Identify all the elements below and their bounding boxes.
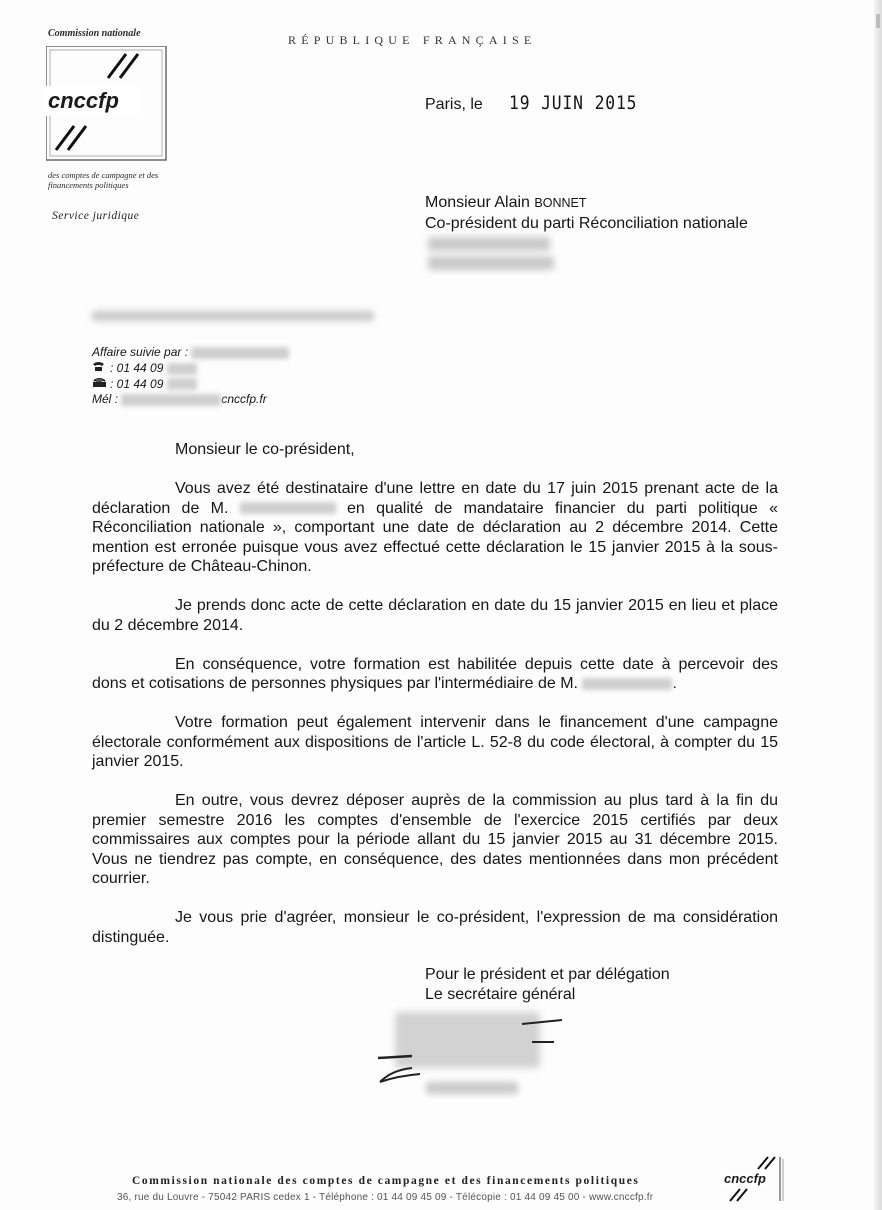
republic-header: RÉPUBLIQUE FRANÇAISE: [288, 33, 537, 47]
footer-logo: [722, 1155, 786, 1203]
redacted-mandataire-name-2: [582, 678, 672, 690]
service-name: Service juridique: [52, 210, 140, 222]
redacted-address-line-1: [428, 237, 550, 251]
fax-row: [92, 377, 289, 393]
paragraph-1: [92, 479, 778, 577]
mail-domain: cnccfp.fr: [221, 392, 267, 407]
paragraph-1-a: Vous avez été destinataire d'une lettre en date du 17 juin 2015 prenant acte de la déclaration de M.: [92, 480, 778, 517]
fax-number: : 01 44 09: [110, 376, 164, 391]
signature-line-2: Le secrétaire général: [425, 985, 576, 1003]
footer-address: 36, rue du Louvre - 75042 PARIS cedex 1 - Téléphone : 01 44 09 45 09 - Télécopie : 01 44 09 45 00 - www.cnccfp.fr: [117, 1192, 654, 1203]
date-place: Paris, le: [425, 96, 483, 113]
reference-block: [92, 345, 289, 408]
paragraph-3-a: En conséquence, votre formation est habilitée depuis cette date à percevoir des dons et cotisations de personnes physiques par l'intermédiaire de M.: [92, 655, 778, 692]
redacted-mandataire-name: [240, 502, 336, 514]
mail-row: [92, 392, 289, 408]
fax-icon: [92, 377, 110, 393]
affaire-row: [92, 345, 289, 361]
signature-line-1: Pour le président et par délégation: [425, 966, 670, 983]
redacted-signatory-name: [426, 1082, 518, 1094]
redacted-reference: [92, 311, 374, 321]
mail-label: Mél :: [92, 392, 119, 407]
redacted-agent-name: [191, 347, 289, 359]
recipient-title: Co-président du parti Réconciliation nationale: [425, 214, 748, 232]
salutation: Monsieur le co-président,: [175, 441, 355, 458]
date-stamp: 19 JUIN 2015: [508, 92, 638, 114]
footer-logo-text: cnccfp: [724, 1171, 766, 1186]
redacted-address-line-2: [428, 256, 554, 270]
letter-body: [92, 440, 778, 967]
phone-row: [92, 361, 289, 377]
footer-org-name: Commission nationale des comptes de campagne et des financements politiques: [132, 1175, 640, 1187]
recipient-name-last: BONNET: [534, 196, 587, 210]
phone-number: : 01 44 09: [110, 360, 164, 375]
recipient-name-first: Monsieur Alain: [425, 194, 535, 211]
paragraph-3: [92, 655, 778, 694]
date-line: [425, 92, 658, 114]
recipient-block: [425, 193, 748, 233]
org-subtitle: des comptes de campagne et des financements politiques: [48, 170, 159, 190]
cnccfp-logo: [46, 46, 168, 162]
redacted-fax-suffix: [167, 378, 197, 390]
paragraph-4: Votre formation peut également intervenir dans le financement d'une campagne électorale conformément aux dispositions de l'article L. 52-8 du code électoral, à compter du 15 janvier 2015.: [92, 714, 778, 770]
signature-block: [425, 965, 670, 1004]
paragraph-5: En outre, vous devrez déposer auprès de la commission au plus tard à la fin du premier semestre 2016 les comptes d'ensemble de l'exercice 2015 certifiés par deux commissaires aux comptes pour la période allant du 15 janvier 2015 au 31 décembre 2015. Vous ne tiendrez pas compte, en conséquence, des dates mentionnées dans mon précédent courrier.: [92, 792, 778, 887]
redacted-email-user: [121, 394, 221, 406]
org-name-top: Commission nationale: [48, 28, 141, 39]
paragraph-3-b: .: [672, 675, 677, 692]
signature-strokes-icon: [372, 1010, 572, 1090]
recipient-name: [425, 193, 748, 214]
scan-mark: [876, 14, 880, 28]
scan-edge: [874, 0, 882, 1210]
paragraph-1-b: en qualité de mandataire financier du parti politique « Réconciliation nationale », comportant une date de déclaration au 2 décembre 2014. Cette mention est erronée puisque vous avez effectué cette déclaration le 15 janvier 2015 à la sous-préfecture de Château-Chinon.: [92, 499, 779, 575]
paragraph-6: Je vous prie d'agréer, monsieur le co-président, l'expression de ma considération distinguée.: [92, 909, 778, 946]
redacted-phone-suffix: [167, 363, 197, 375]
affaire-label: Affaire suivie par :: [92, 345, 189, 359]
paragraph-2: Je prends donc acte de cette déclaration en date du 15 janvier 2015 en lieu et place du 2 décembre 2014.: [92, 597, 778, 634]
telephone-icon: [92, 361, 110, 377]
logo-text: cnccfp: [46, 86, 140, 116]
